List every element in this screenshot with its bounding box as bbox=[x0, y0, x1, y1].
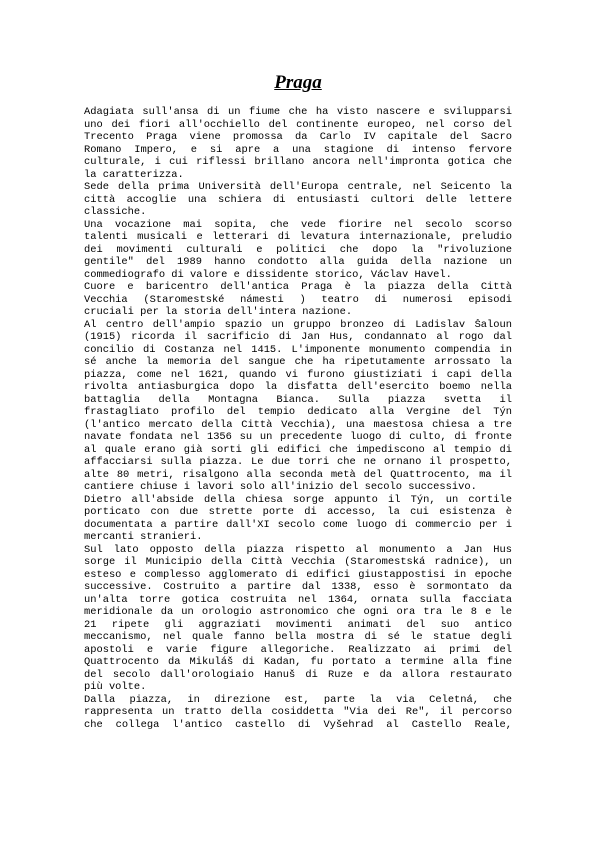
text-line: Sede della prima Università dell'Europa centrale, nel Seicento la bbox=[84, 181, 512, 193]
paragraph bbox=[84, 544, 512, 694]
text-line: sorge il Municipio della Città Vecchia (Staromestská radnice), un bbox=[84, 556, 512, 568]
text-line: Sul lato opposto della piazza rispetto al monumento a Jan Hus bbox=[84, 543, 512, 556]
text-line: Romano Impero, e si apre a una stagione di intenso fervore bbox=[84, 143, 512, 156]
paragraph bbox=[84, 181, 512, 219]
text-line: affacciarsi sulla piazza. Le due torri che ne ornano il prospetto, bbox=[84, 456, 512, 468]
text-line: città accoglie una schiera di entusiasti cultori delle lettere bbox=[84, 193, 512, 206]
text-line: classiche. bbox=[84, 206, 147, 218]
text-line: documentata a partire dall'XI secolo come luogo di commercio per i bbox=[84, 518, 512, 531]
paragraph bbox=[84, 319, 512, 494]
text-line: navate fondata nel 1356 su un precedente luogo di culto, di fronte bbox=[84, 431, 512, 443]
text-line: Al centro dell'ampio spazio un gruppo bronzeo di Ladislav Šaloun bbox=[84, 318, 512, 331]
text-line: sé anche la memoria del sangue che ha ripetutamente arrossato la bbox=[84, 356, 512, 368]
text-line: frastagliato profilo del tempio dedicato alla Vergine del Týn bbox=[84, 406, 512, 418]
paragraph bbox=[84, 494, 512, 544]
text-line: Dietro all'abside della chiesa sorge appunto il Týn, un cortile bbox=[84, 493, 512, 506]
text-line: meridionale da un orologio astronomico che ogni ora tra le 8 e le bbox=[84, 606, 512, 618]
text-line: talenti musicali e letterari di levatura internazionale, preludio bbox=[84, 231, 512, 243]
text-line: gentile" del 1989 hanno condotto alla guida della nazione un bbox=[84, 256, 512, 268]
text-line: un'alta torre gotica costruita nel 1364, ornata sulla facciata bbox=[84, 593, 512, 606]
text-line: mercanti stranieri. bbox=[84, 531, 203, 543]
text-line: piazza, come nel 1621, quando vi furono giustiziati i capi della bbox=[84, 368, 512, 381]
text-line: concilio di Costanza nel 1415. L'imponente monumento compendia in bbox=[84, 343, 512, 356]
text-line: che collega l'antico castello di Vyšehrad al Castello Reale, bbox=[84, 718, 512, 731]
paragraph bbox=[84, 281, 512, 319]
text-line: battaglia della Montagna Bianca. Sulla piazza svetta il bbox=[84, 393, 512, 406]
paragraph bbox=[84, 219, 512, 282]
text-line: (1915) ricorda il sacrificio di Jan Hus, condannato al rogo dal bbox=[84, 331, 512, 343]
paragraph bbox=[84, 694, 512, 732]
text-line: dei movimenti culturali e politici che dopo la "rivoluzione bbox=[84, 243, 512, 256]
page-title: Praga bbox=[274, 72, 322, 93]
text-line: cruciali per la storia dell'intera nazione. bbox=[84, 306, 353, 318]
paragraph bbox=[84, 106, 512, 181]
text-line: porticato con due strette porte di accesso, la cui esistenza è bbox=[84, 506, 512, 518]
text-line: culturale, i cui riflessi brillano ancora nell'impronta gotica che bbox=[84, 156, 512, 168]
document-body bbox=[84, 106, 512, 731]
text-line: (l'antico mercato della Città Vecchia), una maestosa chiesa a tre bbox=[84, 418, 512, 431]
text-line: apostoli e varie figure allegoriche. Realizzato ai primi del bbox=[84, 643, 512, 656]
text-line: cantiere chiuse i lavori solo all'inizio del secolo successivo. bbox=[84, 481, 477, 493]
text-line: 21 ripete gli aggraziati movimenti animati del suo antico bbox=[84, 618, 512, 631]
text-line: la caratterizza. bbox=[84, 168, 184, 181]
text-line: Dalla piazza, in direzione est, parte la via Celetná, che bbox=[84, 693, 512, 706]
text-line: Cuore e baricentro dell'antica Praga è la piazza della Città bbox=[84, 281, 512, 293]
text-line: Vecchia (Staromestské námesti ) teatro di numerosi episodi bbox=[84, 293, 512, 306]
text-line: rappresenta un tratto della cosiddetta "Via dei Re", il percorso bbox=[84, 706, 512, 718]
text-line: del secolo dall'orologiaio Hanuš di Ruze e da allora restaurato bbox=[84, 668, 512, 681]
text-line: Trecento Praga viene promossa da Carlo IV capitale del Sacro bbox=[84, 131, 512, 143]
text-line: esteso e complesso agglomerato di edifici giustappostisi in epoche bbox=[84, 568, 512, 581]
text-line: uno dei fiori all'occhiello del continente europeo, nel corso del bbox=[84, 118, 512, 131]
text-line: più volte. bbox=[84, 681, 147, 693]
text-line: rivolta antiasburgica dopo la disfatta dell'esercito boemo nella bbox=[84, 381, 512, 393]
text-line: alte 80 metri, risalgono alla seconda metà del Quattrocento, ma il bbox=[84, 468, 512, 481]
text-line: Una vocazione mai sopita, che vede fiorire nel secolo scorso bbox=[84, 218, 512, 231]
text-line: successive. Costruito a partire dal 1338, esso è sormontato da bbox=[84, 581, 512, 593]
text-line: al quale erano già sorti gli edifici che impediscono al tempio di bbox=[84, 443, 512, 456]
text-line: Quattrocento da Mikuláš di Kadan, fu portato a termine alla fine bbox=[84, 656, 512, 668]
text-line: meccanismo, nel quale fanno bella mostra di sé le statue degli bbox=[84, 631, 512, 643]
text-line: Adagiata sull'ansa di un fiume che ha visto nascere e svilupparsi bbox=[84, 106, 512, 118]
text-line: commediografo di valore e dissidente storico, Václav Havel. bbox=[84, 268, 452, 281]
